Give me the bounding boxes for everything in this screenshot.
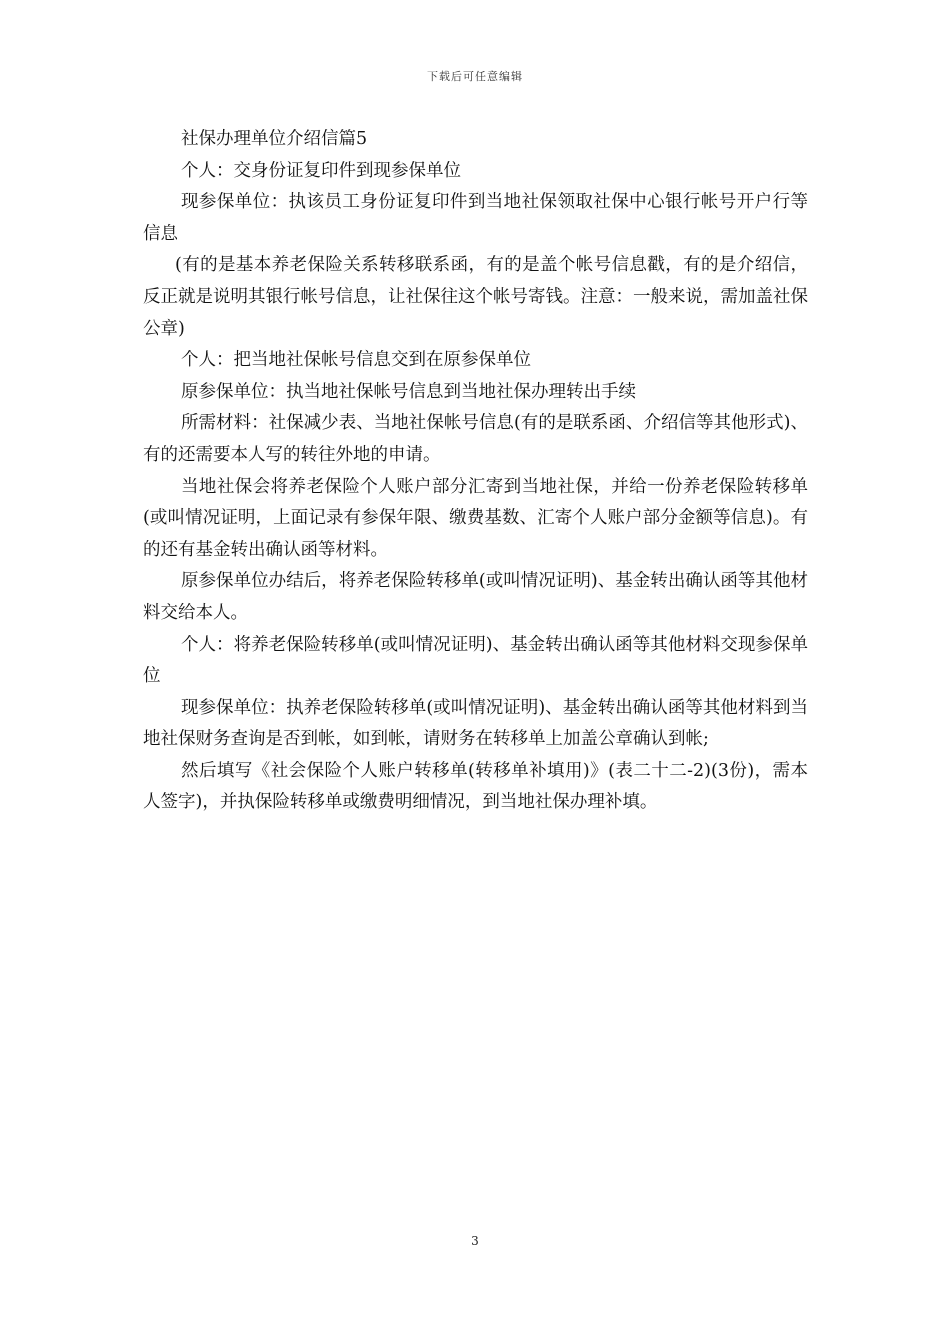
paragraph-required-materials: 所需材料：社保减少表、当地社保帐号信息(有的是联系函、介绍信等其他形式)、有的还需要本人写的转往外地的申请。 — [143, 413, 808, 465]
paragraph-fill-form: 然后填写《社会保险个人账户转移单(转移单补填用)》(表二十二-2)(3份)，需本人签字)，并执保险转移单或缴费明细情况，到当地社保办理补填。 — [143, 760, 808, 813]
document-body — [143, 124, 808, 819]
paragraph-individual-step-1: 个人：交身份证复印件到现参保单位 — [181, 160, 461, 181]
paragraph-current-employer-step-1: 现参保单位：执该员工身份证复印件到当地社保领取社保中心银行帐号开户行等信息 — [143, 192, 808, 244]
page-header: 下载后可任意编辑 — [427, 70, 523, 83]
section-title: 社保办理单位介绍信篇5 — [181, 129, 368, 149]
paragraph-original-employer-completion: 原参保单位办结后，将养老保险转移单(或叫情况证明)、基金转出确认函等其他材料交给本人。 — [143, 571, 808, 623]
paragraph-note: (有的是基本养老保险关系转移联系函，有的是盖个帐号信息戳，有的是介绍信，反正就是说明其银行帐号信息，让社保往这个帐号寄钱。注意：一般来说，需加盖社保公章) — [143, 255, 808, 339]
paragraph-local-social-security: 当地社保会将养老保险个人账户部分汇寄到当地社保，并给一份养老保险转移单(或叫情况证明，上面记录有参保年限、缴费基数、汇寄个人账户部分金额等信息)。有的还有基金转出确认函等材料。 — [143, 476, 808, 560]
paragraph-individual-step-3: 个人：将养老保险转移单(或叫情况证明)、基金转出确认函等其他材料交现参保单位 — [143, 634, 808, 687]
page-number: 3 — [471, 1234, 479, 1248]
paragraph-original-employer-step: 原参保单位：执当地社保帐号信息到当地社保办理转出手续 — [181, 381, 636, 402]
paragraph-current-employer-step-2: 现参保单位：执养老保险转移单(或叫情况证明)、基金转出确认函等其他材料到当地社保财务查询是否到帐，如到帐，请财务在转移单上加盖公章确认到帐; — [143, 697, 808, 750]
paragraph-individual-step-2: 个人：把当地社保帐号信息交到在原参保单位 — [181, 350, 531, 371]
